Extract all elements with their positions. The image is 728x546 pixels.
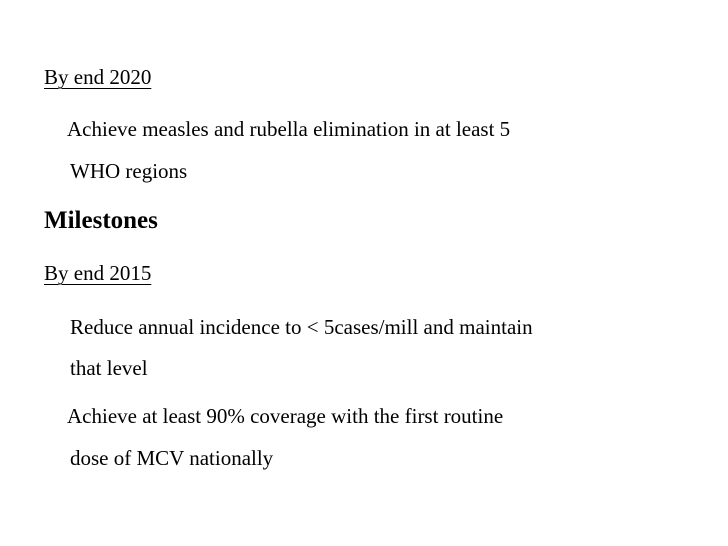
milestone-incidence-line1: Reduce annual incidence to < 5cases/mill and maintain [70,315,533,339]
milestones-heading: Milestones [44,207,158,234]
goal-2020-line1: Achieve measles and rubella elimination in at least 5 [67,117,511,141]
by-end-2015-label: By end 2015 [44,261,152,285]
milestone-incidence-line2: that level [70,356,148,380]
goal-2020-line2: WHO regions [70,159,188,183]
by-end-2020-label: By end 2020 [44,65,152,89]
milestone-coverage-line2: dose of MCV nationally [70,446,274,470]
milestone-coverage-line1: Achieve at least 90% coverage with the first routine [67,404,504,428]
